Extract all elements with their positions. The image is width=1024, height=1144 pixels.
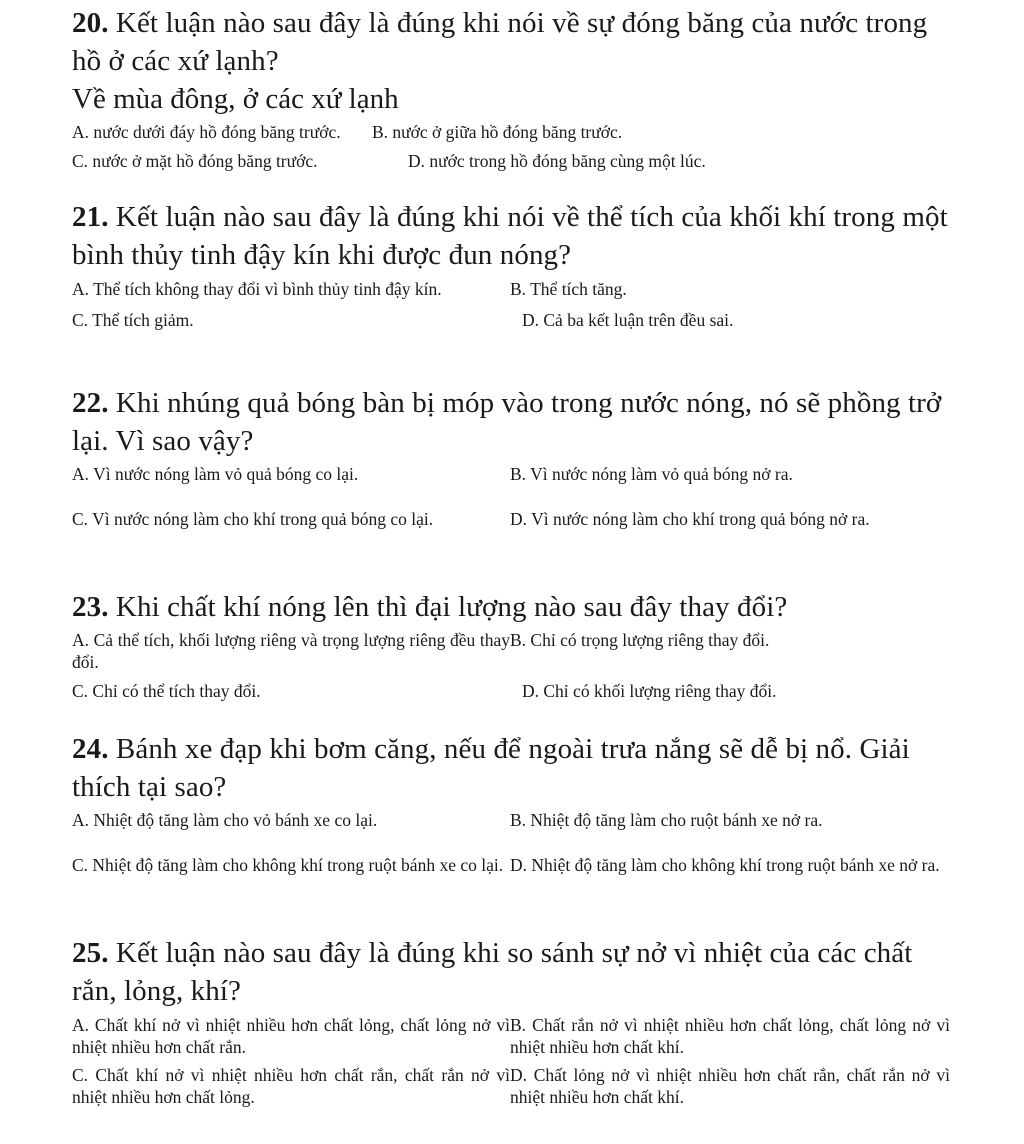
option-a[interactable]: A. nước dưới đáy hồ đóng băng trước. [72,122,341,142]
question-20 [72,4,962,172]
question-title [72,588,962,626]
option-b[interactable]: B. Chất rắn nở vì nhiệt nhiều hơn chất lỏng, chất lỏng nở vì nhiệt nhiều hơn chất khí. [510,1015,950,1057]
option-c[interactable]: C. Vì nước nóng làm cho khí trong quả bóng co lại. [72,509,434,529]
option-d[interactable]: D. Cả ba kết luận trên đều sai. [522,310,734,330]
option-c[interactable]: C. Thể tích giảm. [72,310,194,330]
option-d[interactable]: D. Nhiệt độ tăng làm cho không khí trong ruột bánh xe nở ra. [510,855,940,875]
option-a[interactable]: A. Thể tích không thay đổi vì bình thủy tinh đậy kín. [72,279,442,299]
question-23 [72,588,962,702]
question-title [72,934,962,1010]
question-title [72,384,962,460]
question-title [72,4,962,80]
options [72,121,962,172]
option-c[interactable]: C. Chỉ có thể tích thay đổi. [72,681,261,701]
question-22 [72,384,962,530]
option-b[interactable]: B. nước ở giữa hồ đóng băng trước. [372,122,623,142]
question-number: 20. [72,7,109,39]
question-text: Kết luận nào sau đây là đúng khi so sánh sự nở vì nhiệt của các chất rắn, lỏng, khí? [72,937,913,1007]
question-number: 21. [72,201,109,233]
options [72,463,962,530]
option-a[interactable]: A. Vì nước nóng làm vỏ quả bóng co lại. [72,464,359,484]
option-b[interactable]: B. Thể tích tăng. [510,279,627,299]
options [72,629,962,702]
question-text: Khi nhúng quả bóng bàn bị móp vào trong nước nóng, nó sẽ phồng trở lại. Vì sao vậy? [72,387,942,457]
option-b[interactable]: B. Chỉ có trọng lượng riêng thay đổi. [510,630,770,650]
option-c[interactable]: C. Chất khí nở vì nhiệt nhiều hơn chất rắn, chất rắn nở vì nhiệt nhiều hơn chất lỏng. [72,1065,510,1107]
question-text: Kết luận nào sau đây là đúng khi nói về thể tích của khối khí trong một bình thủy tinh đậy kín khi được đun nóng? [72,201,948,271]
option-d[interactable]: D. Chỉ có khối lượng riêng thay đổi. [522,681,777,701]
question-number: 25. [72,937,109,969]
options [72,278,962,331]
option-a[interactable]: A. Chất khí nở vì nhiệt nhiều hơn chất lỏng, chất lỏng nở vì nhiệt nhiều hơn chất rắn. [72,1015,510,1057]
option-c[interactable]: C. nước ở mặt hồ đóng băng trước. [72,151,318,171]
question-title [72,198,962,274]
option-d[interactable]: D. nước trong hồ đóng băng cùng một lúc. [408,151,706,171]
option-b[interactable]: B. Nhiệt độ tăng làm cho ruột bánh xe nở ra. [510,810,823,830]
option-d[interactable]: D. Vì nước nóng làm cho khí trong quả bóng nở ra. [510,509,870,529]
option-d[interactable]: D. Chất lỏng nở vì nhiệt nhiều hơn chất rắn, chất rắn nở vì nhiệt nhiều hơn chất khí. [510,1065,950,1107]
question-number: 22. [72,387,109,419]
options [72,809,962,876]
question-text: Kết luận nào sau đây là đúng khi nói về sự đóng băng của nước trong hồ ở các xứ lạnh? [72,7,928,77]
question-24 [72,730,962,876]
option-a[interactable]: A. Nhiệt độ tăng làm cho vỏ bánh xe co lại. [72,810,378,830]
option-c[interactable]: C. Nhiệt độ tăng làm cho không khí trong ruột bánh xe co lại. [72,855,504,875]
question-title [72,730,962,806]
question-text: Bánh xe đạp khi bơm căng, nếu để ngoài trưa nắng sẽ dễ bị nổ. Giải thích tại sao? [72,733,910,803]
options [72,1014,962,1108]
option-b[interactable]: B. Vì nước nóng làm vỏ quả bóng nở ra. [510,464,793,484]
question-number: 23. [72,591,109,623]
question-number: 24. [72,733,109,765]
question-text: Khi chất khí nóng lên thì đại lượng nào sau đây thay đổi? [115,591,788,623]
question-21 [72,198,962,331]
question-subtitle: Về mùa đông, ở các xứ lạnh [72,83,399,115]
option-a[interactable]: A. Cả thể tích, khối lượng riêng và trọng lượng riêng đều thay đổi. [72,630,510,672]
question-25 [72,934,962,1108]
